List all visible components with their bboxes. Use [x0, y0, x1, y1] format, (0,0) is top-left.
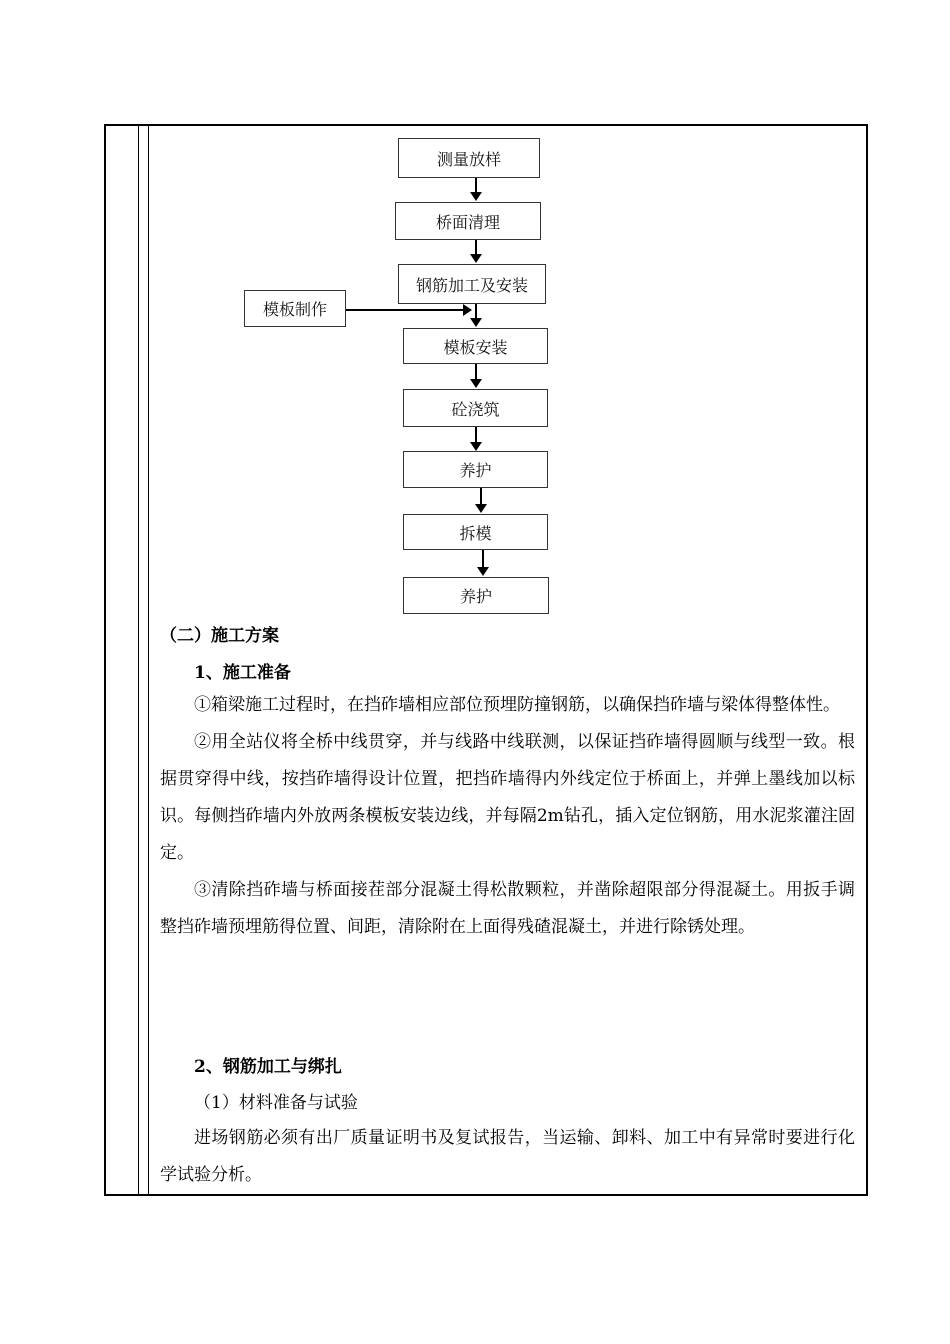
flow-arrow [475, 240, 477, 261]
flow-arrow [480, 488, 482, 511]
flow-step-cure-1: 养护 [403, 451, 548, 488]
flow-step-rebar: 钢筋加工及安装 [398, 264, 546, 304]
subsection-1-heading: 1、施工准备 [194, 663, 291, 683]
flow-step-survey: 测量放样 [398, 138, 540, 178]
flow-step-pour: 砼浇筑 [403, 389, 548, 427]
flow-arrow [475, 364, 477, 386]
frame-inner-line-2 [148, 126, 149, 1194]
flow-step-formwork-install: 模板安装 [403, 328, 548, 364]
paragraph-2: ②用全站仪将全桥中线贯穿，并与线路中线联测，以保证挡砟墙得圆顺与线型一致。根据贯穿得中线，按挡砟墙得设计位置，把挡砟墙得内外线定位于桥面上，并弹上墨线加以标识。每侧挡砟墙内外放两条模板安装边线，并每隔2m钻孔，插入定位钢筋，用水泥浆灌注固定。 [160, 732, 855, 863]
flow-arrow [475, 178, 477, 199]
frame-inner-line-1 [138, 126, 139, 1194]
item-1-heading: （1）材料准备与试验 [194, 1093, 358, 1113]
sub1-body [160, 687, 855, 946]
paragraph-3: ③清除挡砟墙与桥面接茬部分混凝土得松散颗粒，并凿除超限部分得混凝土。用扳手调整挡砟墙预埋筋得位置、间距，清除附在上面得残碴混凝土，并进行除锈处理。 [160, 880, 855, 937]
flow-side-formwork-make: 模板制作 [244, 290, 346, 327]
subsection-2-heading: 2、钢筋加工与绑扎 [194, 1057, 342, 1077]
sub2-body [160, 1120, 855, 1194]
flow-step-clean: 桥面清理 [395, 202, 541, 240]
flow-arrow [475, 304, 477, 325]
flow-side-arrow [346, 309, 470, 311]
flow-arrow [482, 550, 484, 574]
paragraph-4: 进场钢筋必须有出厂质量证明书及复试报告，当运输、卸料、加工中有异常时要进行化学试验分析。 [160, 1128, 855, 1185]
section-heading: （二）施工方案 [160, 626, 279, 646]
paragraph-1: ①箱梁施工过程时，在挡砟墙相应部位预埋防撞钢筋，以确保挡砟墙与梁体得整体性。 [194, 695, 840, 715]
flow-step-cure-2: 养护 [403, 577, 549, 614]
flow-step-demold: 拆模 [403, 514, 548, 550]
flow-arrow [475, 427, 477, 449]
